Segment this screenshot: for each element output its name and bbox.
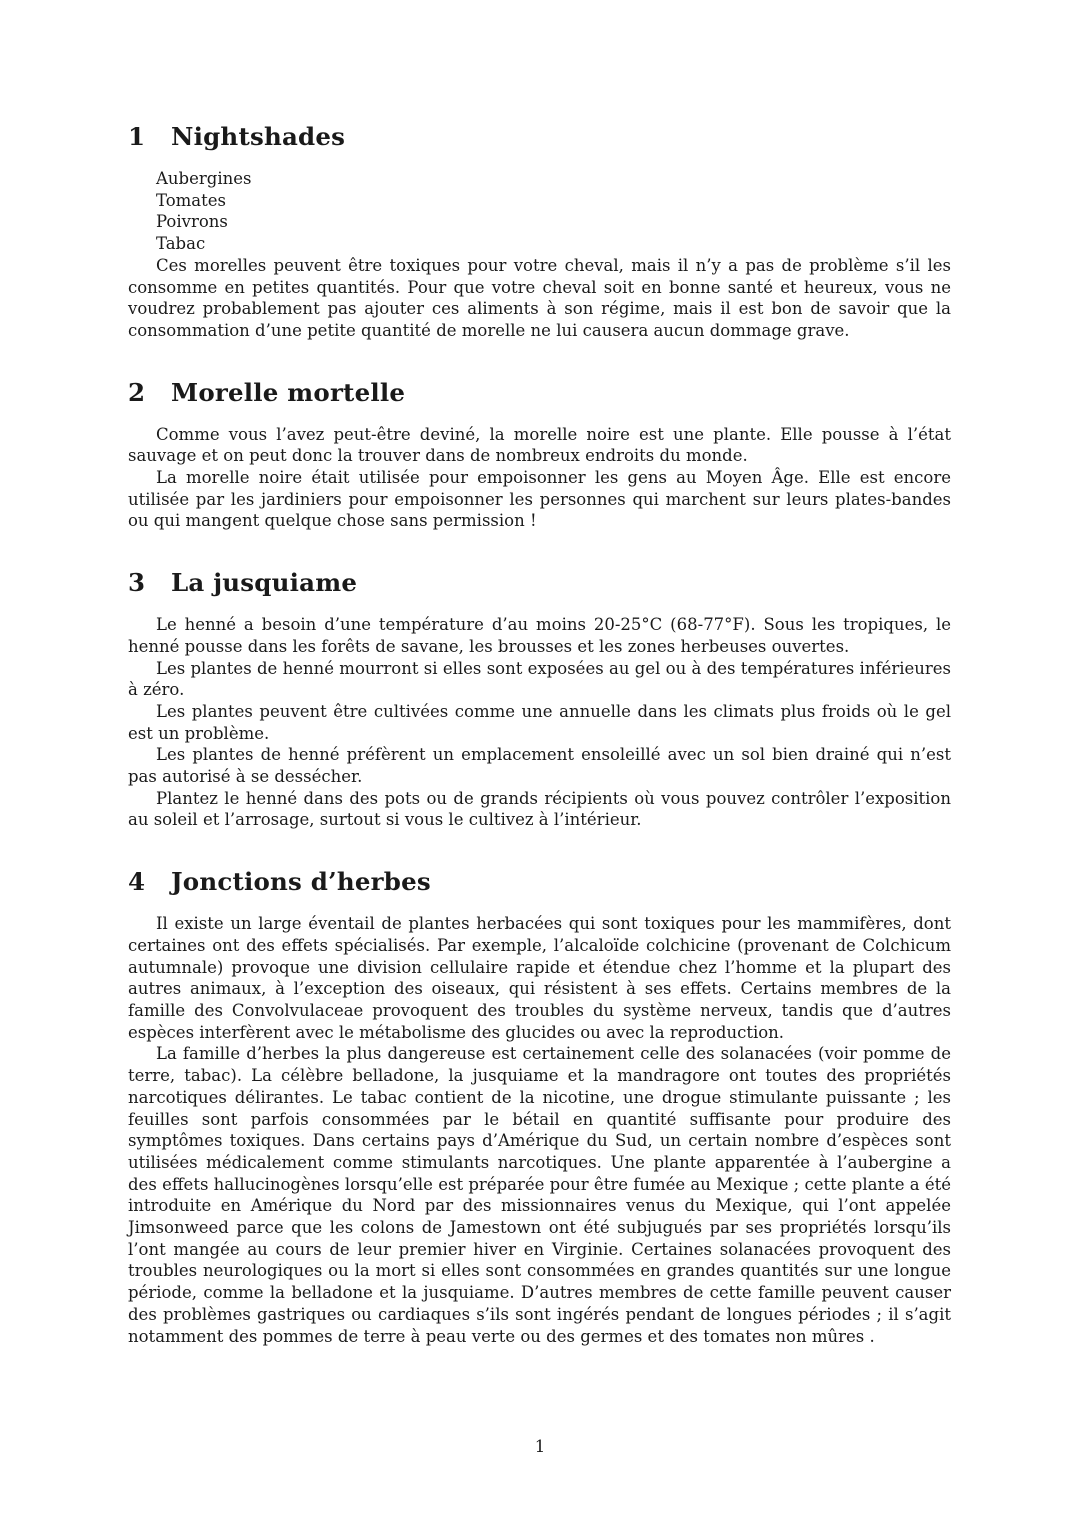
section-jonctions-d-herbes bbox=[128, 865, 951, 1347]
section-heading bbox=[128, 376, 951, 410]
section-morelle-mortelle bbox=[128, 376, 951, 533]
paragraph: Ces morelles peuvent être toxiques pour votre cheval, mais il n’y a pas de problème s’il les consomme en petites quantités. Pour que votre cheval soit en bonne santé et heureux, vous ne voudrez probablement pas ajouter ces aliments à son régime, mais il est bon de savoir que la consommation d’une petite quantité de morelle ne lui causera aucun dommage grave. bbox=[128, 255, 951, 340]
section-title: Nightshades bbox=[171, 122, 346, 151]
paragraph: Les plantes peuvent être cultivées comme une annuelle dans les climats plus froids où le gel est un problème. bbox=[128, 701, 951, 743]
list-item: Tomates bbox=[156, 190, 227, 210]
section-la-jusquiame bbox=[128, 566, 951, 831]
section-heading bbox=[128, 566, 951, 600]
paragraph: La famille d’herbes la plus dangereuse est certainement celle des solanacées (voir pomme de terre, tabac). La célèbre belladone, la jusquiame et la mandragore ont toutes des propriétés narcotiques délirantes. Le tabac contient de la nicotine, une drogue stimulante puissante ; les feuilles sont parfois consommées par le bétail en quantité suffisante pour produire des symptômes toxiques. Dans certains pays d’Amérique du Sud, un certain nombre d’espèces sont utilisées médicalement comme stimulants narcotiques. Une plante apparentée à l’aubergine a des effets hallucinogènes lorsqu’elle est préparée pour être fumée au Mexique ; cette plante a été introduite en Amérique du Nord par des missionnaires venus du Mexique, qui l’ont appelée Jimsonweed parce que les colons de Jamestown ont été subjugués par ses propriétés lorsqu’ils l’ont mangée au cours de leur premier hiver en Virginie. Certaines solanacées provoquent des troubles neurologiques ou la mort si elles sont consommées en grandes quantités sur une longue période, comme la belladone et la jusquiame. D’autres membres de cette famille peuvent causer des problèmes gastriques ou cardiaques s’ils sont ingérés pendant de longues périodes ; il s’agit notamment des pommes de terre à peau verte ou des germes et des tomates non mûres . bbox=[128, 1044, 951, 1346]
section-number: 4 bbox=[128, 867, 146, 897]
list-item: Aubergines bbox=[156, 169, 252, 188]
section-title: La jusquiame bbox=[171, 568, 358, 598]
section-number: 1 bbox=[128, 122, 146, 151]
list-item: Tabac bbox=[156, 234, 206, 254]
section-title: Morelle mortelle bbox=[171, 377, 406, 407]
paragraph: La morelle noire était utilisée pour empoisonner les gens au Moyen Âge. Elle est encore utilisée par les jardiniers pour empoisonner les personnes qui marchent sur leurs plates-bandes ou qui mangent quelque chose sans permission ! bbox=[128, 468, 951, 531]
document-page bbox=[128, 120, 951, 1381]
paragraph: Il existe un large éventail de plantes herbacées qui sont toxiques pour les mammifères, dont certaines ont des effets spécialisés. Par exemple, l’alcaloïde colchicine (provenant de Colchicum autumnale) provoque une division cellulaire rapide et étendue chez l’homme et la plupart des autres animaux, à l’exception des oiseaux, qui résistent à ses effets. Certains membres de la famille des Convolvulaceae provoquent des troubles du système nerveux, tandis que d’autres espèces interfèrent avec le métabolisme des glucides ou avec la reproduction. bbox=[128, 914, 951, 1042]
section-title: Jonctions d’herbes bbox=[171, 867, 431, 897]
paragraph: Les plantes de henné mourront si elles sont exposées au gel ou à des températures inférieures à zéro. bbox=[128, 658, 951, 700]
list-item: Poivrons bbox=[156, 212, 228, 232]
section-nightshades bbox=[128, 120, 951, 342]
paragraph: Comme vous l’avez peut-être deviné, la morelle noire est une plante. Elle pousse à l’état sauvage et on peut donc la trouver dans de nombreux endroits du monde. bbox=[128, 424, 951, 466]
page-number: 1 bbox=[534, 1437, 546, 1456]
section-heading bbox=[128, 120, 951, 154]
section-number: 3 bbox=[128, 568, 146, 598]
section-heading bbox=[128, 865, 951, 899]
section-number: 2 bbox=[128, 377, 146, 407]
paragraph: Les plantes de henné préfèrent un emplacement ensoleillé avec un sol bien drainé qui n’est pas autorisé à se dessécher. bbox=[128, 745, 951, 787]
paragraph: Plantez le henné dans des pots ou de grands récipients où vous pouvez contrôler l’exposition au soleil et l’arrosage, surtout si vous le cultivez à l’intérieur. bbox=[128, 788, 951, 830]
paragraph: Le henné a besoin d’une température d’au moins 20-25°C (68-77°F). Sous les tropiques, le henné pousse dans les forêts de savane, les brousses et les zones herbeuses ouvertes. bbox=[128, 615, 951, 656]
